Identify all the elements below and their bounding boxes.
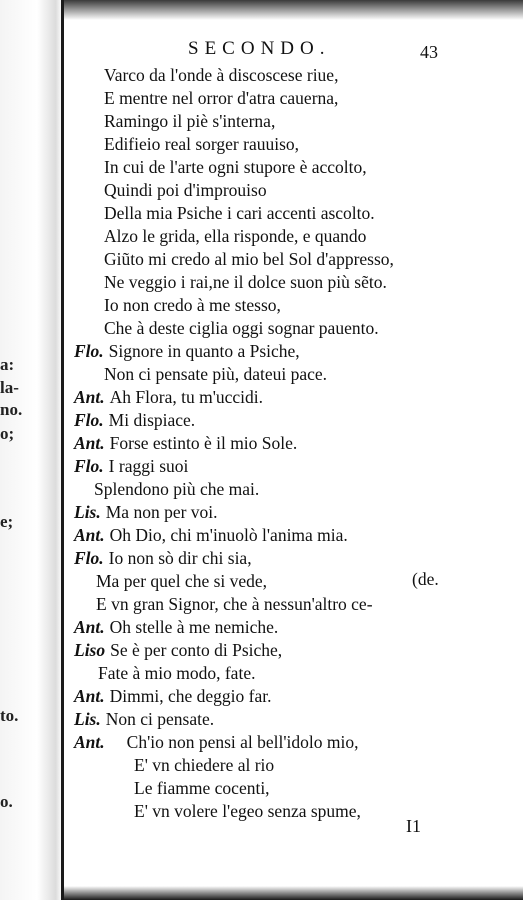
verse-line: Edifieio real sorger rauuiso, bbox=[104, 134, 300, 154]
speaker-label: Flo. bbox=[74, 456, 104, 476]
speaker-label: Ant. bbox=[74, 732, 105, 752]
verse-line: Ne veggio i rai,ne il dolce suon più sẽto. bbox=[104, 272, 387, 292]
speaker-label: Lis. bbox=[74, 709, 101, 729]
dialogue-line: Flo. I raggi suoi bbox=[74, 456, 189, 476]
dialogue-line: Ant. Ah Flora, tu m'uccidi. bbox=[74, 387, 263, 407]
verse-line: E' vn volere l'egeo senza spume, bbox=[134, 801, 361, 821]
speaker-label: Lis. bbox=[74, 502, 101, 522]
prev-page-fragment: to. bbox=[0, 706, 19, 725]
verse-line: E vn gran Signor, che à nessun'altro ce- bbox=[96, 594, 373, 614]
turnover-text: (de. bbox=[412, 569, 439, 589]
speaker-label: Flo. bbox=[74, 548, 104, 568]
verse-line: Io non credo à me stesso, bbox=[104, 295, 281, 315]
verse-line: Varco da l'onde à discoscese riue, bbox=[104, 65, 339, 85]
prev-page-fragment: e; bbox=[0, 512, 14, 531]
speaker-label: Ant. bbox=[74, 686, 105, 706]
speaker-label: Liso bbox=[74, 640, 106, 660]
verse-line: Non ci pensate più, dateui pace. bbox=[104, 364, 328, 384]
dialogue-line: Lis. Ma non per voi. bbox=[74, 502, 218, 522]
dialogue-line: Ant. Dimmi, che deggio far. bbox=[74, 686, 272, 706]
speaker-label: Ant. bbox=[74, 617, 105, 637]
dialogue-line: Liso Se è per conto di Psiche, bbox=[74, 640, 283, 660]
verse-line: Splendono più che mai. bbox=[94, 479, 260, 499]
verse-line: Ma per quel che si vede, bbox=[96, 571, 268, 591]
prev-page-fragment: la- bbox=[0, 378, 19, 397]
prev-page-fragment: o. bbox=[0, 792, 13, 811]
dialogue-line: Ant. Oh Dio, chi m'inuolò l'anima mia. bbox=[74, 525, 348, 545]
speaker-label: Ant. bbox=[74, 525, 105, 545]
verse-line: Le fiamme cocenti, bbox=[134, 778, 270, 798]
binding-gutter bbox=[61, 0, 64, 900]
dialogue-line: Flo. Mi dispiace. bbox=[74, 410, 196, 430]
page-number: 43 bbox=[420, 42, 438, 62]
book-page bbox=[72, 30, 512, 890]
signature-mark: I1 bbox=[406, 816, 421, 836]
page-bottom-shadow bbox=[64, 886, 523, 900]
dialogue-line: Flo. Io non sò dir chi sia, bbox=[74, 548, 252, 568]
speaker-label: Ant. bbox=[74, 387, 105, 407]
dialogue-line: Ant. Ch'io non pensi al bell'idolo mio, bbox=[74, 732, 359, 752]
verse-line: E mentre nel orror d'atra cauerna, bbox=[104, 88, 339, 108]
verse-line: Alzo le grida, ella risponde, e quando bbox=[104, 226, 367, 246]
dialogue-line: Lis. Non ci pensate. bbox=[74, 709, 215, 729]
verse-line: Che à deste ciglia oggi sognar pauento. bbox=[104, 318, 379, 338]
speaker-label: Ant. bbox=[74, 433, 105, 453]
verse-line: E' vn chiedere al rio bbox=[134, 755, 275, 775]
dialogue-line: Flo. Signore in quanto a Psiche, bbox=[74, 341, 300, 361]
verse-line: Fate à mio modo, fate. bbox=[98, 663, 256, 683]
verse-line: Quindi poi d'improuiso bbox=[104, 180, 267, 200]
page-top-shadow bbox=[0, 0, 523, 20]
prev-page-fragment: o; bbox=[0, 424, 15, 443]
dialogue-line: Ant. Oh stelle à me nemiche. bbox=[74, 617, 279, 637]
verse-line: Della mia Psiche i cari accenti ascolto. bbox=[104, 203, 375, 223]
dialogue-line: Ant. Forse estinto è il mio Sole. bbox=[74, 433, 298, 453]
running-head: SECONDO. bbox=[188, 38, 331, 59]
verse-line: Giũto mi credo al mio bel Sol d'appresso, bbox=[104, 249, 394, 269]
verse-line: Ramingo il piè s'interna, bbox=[104, 111, 276, 131]
verse-line: In cui de l'arte ogni stupore è accolto, bbox=[104, 157, 367, 177]
speaker-label: Flo. bbox=[74, 341, 104, 361]
speaker-label: Flo. bbox=[74, 410, 104, 430]
previous-page-strip bbox=[0, 0, 62, 900]
prev-page-fragment: a: bbox=[0, 355, 15, 374]
prev-page-fragment: no. bbox=[0, 400, 23, 419]
